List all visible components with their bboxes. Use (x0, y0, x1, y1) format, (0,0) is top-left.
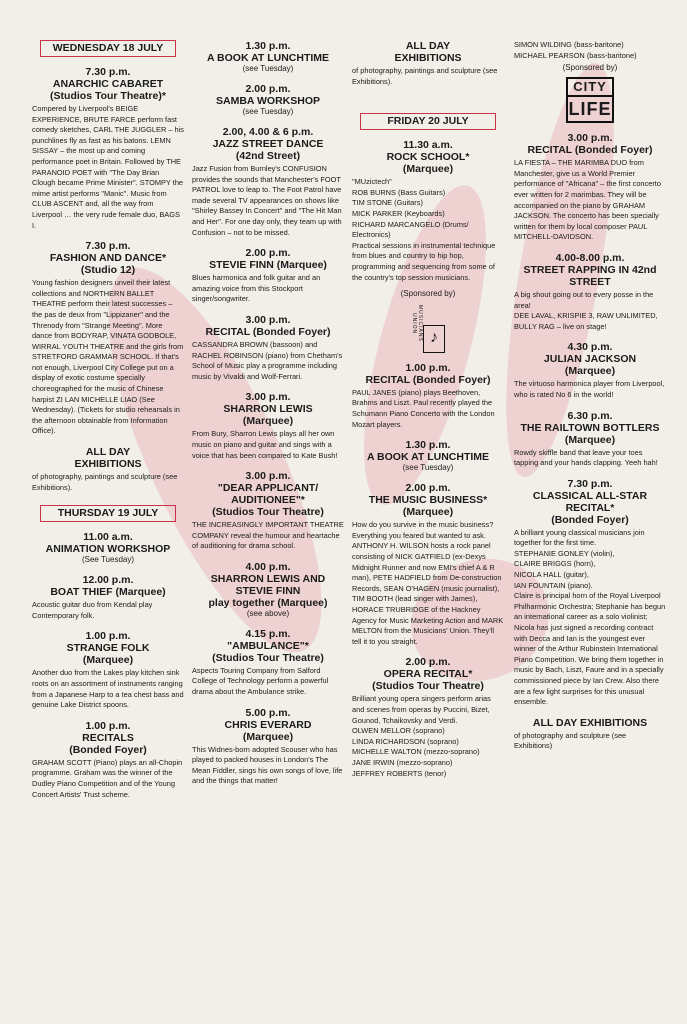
performers-list: SIMON WILDING (bass-baritone) MICHAEL PEARSON (bass-baritone) (514, 40, 637, 60)
event-title: THE RAILTOWN BOTTLERS (Marquee) (520, 421, 660, 446)
event-title: "AMBULANCE"* (227, 639, 309, 652)
event-time: 11.30 a.m. (403, 139, 453, 152)
event-description: The virtuoso harmonica player from Liverpool, who is rated No 6 in the world! (514, 379, 665, 399)
event-description: THE INCREASINGLY IMPORTANT THEATRE COMPANY reveal the humour and heartache of auditioning for drama school. (192, 520, 344, 551)
logo-line-1: CITY (568, 79, 612, 97)
event-venue: (Studios Tour Theatre) (212, 651, 324, 664)
event (514, 252, 666, 332)
event-description: PAUL JANES (piano) plays Beethoven, Brahms and Liszt. Paul recently played the Schumann Piano Concerto with the London Mozart players. (352, 387, 495, 429)
event (192, 470, 344, 552)
event-time: 12.00 p.m. (82, 574, 134, 587)
event-title: STEVIE FINN (Marquee) (209, 259, 327, 272)
event-description: How do you survive in the music business? Everything you feared but wanted to ask. ANTHONY H. WILSON hosts a rock panel consisting of NICK GATFIELD (ex-Dexys Midnight Runner and now EMI's chief A & R man), PETE HADFIELD from De-construction Records, SEAN O'HAGEN (music journalist), TIM BOOTH (lead singer with James), HORACE TRUBRIDGE of the Hackney Agency for Music Marketing Action and MARK MELTON from the Musicians' Union. They'll tell it to you straight. (352, 520, 504, 646)
event-title: RECITALS (82, 731, 134, 744)
event-time: 4.00 p.m. (245, 560, 291, 573)
event (192, 40, 344, 74)
event-title: CLASSICAL ALL-STAR RECITAL* (532, 489, 648, 514)
event-title: JAZZ STREET DANCE (212, 138, 324, 150)
day-heading-thursday: THURSDAY 19 JULY (40, 505, 176, 522)
event-description: of photography and sculpture (see Exhibitions) (514, 730, 627, 751)
event (514, 132, 666, 243)
event-description: GRAHAM SCOTT (Piano) plays an all-Chopin programme. Graham was the winner of the Dudley Piano Competition and of the Young Concert Artists' Trust scheme. (32, 757, 183, 799)
event-title: ANIMATION WORKSHOP (45, 543, 171, 556)
event-description: This Widnes-born adopted Scouser who has played to packed houses in London's The Mean Fiddler, sings his own songs of love, life and the things that matter! (192, 744, 343, 786)
event-note: (See Tuesday) (81, 555, 135, 565)
event (514, 341, 666, 400)
event-title: RECITAL (Bonded Foyer) (205, 325, 331, 338)
event-venue: (42nd Street) (235, 150, 301, 162)
programme-page (28, 40, 664, 1020)
event-time: 11.00 a.m. (83, 531, 133, 544)
event-time: 4.30 p.m. (567, 341, 613, 354)
event-time: 2.00 p.m. (405, 656, 451, 669)
event-note: (see above) (246, 608, 290, 618)
event-title: ALL DAY EXHIBITIONS (532, 716, 648, 729)
event-description: Another duo from the Lakes play kitchen sink roots on an assortment of instruments ranging from a Japanese Harp to a tea chest bass and genuine Lake District spoons. (32, 668, 184, 710)
event (32, 531, 184, 565)
event (514, 717, 666, 752)
column-1 (32, 40, 184, 800)
event-title: STREET RAPPING IN 42nd STREET (523, 263, 657, 288)
event-title: RECITAL (Bonded Foyer) (527, 144, 653, 157)
event (352, 482, 504, 647)
event (192, 609, 344, 619)
event (192, 314, 344, 382)
event-description: Jazz Fusion from Burnley's CONFUSION provides the sounds that Manchester's FOOT PATROL love to leap to. The Foot Patrol have made several TV appearances on shows like "Shirley Bassey In Concert" and "The Hit Man and Her". For one day only, they team up with Confusion – not to be missed. (192, 164, 342, 237)
event (32, 66, 184, 231)
event-venue: EXHIBITIONS (74, 458, 142, 471)
event-time: 1.30 p.m. (405, 439, 451, 452)
event-title: FASHION AND DANCE* (49, 252, 167, 265)
event (192, 561, 344, 609)
event-time: 4.00-8.00 p.m. (555, 251, 625, 264)
event-venue: (Marquee) (564, 365, 616, 378)
event-time: 4.15 p.m. (245, 627, 291, 640)
event (192, 391, 344, 461)
event-time: 7.30 p.m. (85, 66, 131, 78)
event-title: ALL DAY (405, 40, 451, 52)
event (352, 362, 504, 430)
event (352, 439, 504, 473)
event (32, 574, 184, 621)
event-title: ANARCHIC CABARET (52, 78, 164, 90)
event-time: 3.00 p.m. (245, 313, 291, 326)
event-title: THE MUSIC BUSINESS* (Marquee) (368, 494, 488, 519)
column-2 (192, 40, 344, 787)
event (32, 240, 184, 437)
event-description: Aspects Touring Company from Salford College of Technology perform a powerful drama about the Ambulance strike. (192, 665, 329, 697)
city-life-logo (566, 77, 614, 123)
event-time: 1.00 p.m. (85, 630, 131, 643)
event-venue: play together (Marquee) (208, 596, 328, 609)
event-time: 6.30 p.m. (567, 409, 613, 422)
event (352, 40, 504, 87)
event-note: (see Tuesday) (402, 463, 454, 473)
event-title: A BOOK AT LUNCHTIME (366, 451, 490, 464)
event-note: (see Tuesday) (242, 107, 294, 116)
event-venue: (Marquee) (242, 730, 294, 743)
event-title: "DEAR APPLICANT/ AUDITIONEE"* (217, 482, 319, 507)
event-title: SHARRON LEWIS AND STEVIE FINN (210, 572, 326, 597)
event (192, 628, 344, 698)
event-time: 2.00 p.m. (405, 482, 451, 495)
event-time: 1.00 p.m. (85, 719, 131, 732)
sponsored-label: (Sponsored by) (400, 289, 456, 299)
event-venue: (Studios Tour Theatre) (372, 680, 484, 693)
event-note: (see Tuesday) (242, 64, 294, 73)
event-time: 5.00 p.m. (245, 706, 291, 719)
event-time: 1.00 p.m. (405, 361, 451, 374)
event (514, 478, 666, 708)
event-title: OPERA RECITAL* (383, 668, 473, 681)
musicians-union-logo (352, 303, 504, 353)
event-venue: (Marquee) (242, 415, 294, 428)
event-time: 2.00 p.m. (245, 247, 291, 260)
event (352, 656, 504, 779)
event-description: From Bury, Sharron Lewis plays all her own music on piano and guitar and sings with a voice that has been compared to Kate Bush! (192, 429, 338, 460)
event-title: RECITAL (Bonded Foyer) (365, 373, 491, 386)
event (192, 126, 344, 238)
event (32, 720, 184, 800)
event-time: 1.30 p.m. (245, 40, 291, 52)
event-title: JULIAN JACKSON (543, 353, 637, 366)
event-time: 3.00 p.m. (245, 470, 291, 483)
event-title: STRANGE FOLK (66, 642, 150, 655)
event-venue: (Bonded Foyer) (551, 513, 629, 526)
event-time: 3.00 p.m. (245, 391, 291, 404)
event-venue: (Marquee) (82, 654, 134, 667)
event-time: 3.00 p.m. (567, 132, 613, 145)
event-title: ROCK SCHOOL* (386, 151, 470, 164)
event-description: Brilliant young opera singers perform arias and scenes from operas by Puccini, Bizet, Gounod, Tchaikovsky and Verdi. OLWEN MELLOR (soprano) LINDA RICHARDSON (soprano) MICHELLE WALTON (mezzo-soprano) JANE IRWIN (mezzo-soprano) JEFFREY ROBERTS (tenor) (352, 694, 491, 778)
event-time: 7.30 p.m. (567, 477, 613, 490)
event-title: SHARRON LEWIS (223, 403, 313, 416)
event-description: Acoustic guitar duo from Kendal play Contemporary folk. (32, 600, 153, 620)
day-heading-wednesday: WEDNESDAY 18 JULY (40, 40, 176, 57)
event-description: Compered by Liverpool's BEIGE EXPERIENCE, BRUTE FARCE perform fast comedy sketches, CARL THE JUGGLER – his punchlines fly as fast as his batons. LEMN SISSAY – the most up and coming performance poet in Britain. Followed by THE PARANOID POET with "The Day Brian Clough became Prime Minister". STOMPY the mime artist performs "Manic". Music from CLUB ASCENT and, all the way from Liverpool … the very rude female duo, BAGS I. (32, 104, 184, 230)
musicians-union-text: MUSICIANS UNION (411, 304, 423, 342)
event-description: Rowdy skiffle band that leave your toes tapping and your hands clapping. Yeeh hah! (514, 447, 658, 468)
event (192, 247, 344, 305)
logo-line-2: LIFE (568, 99, 612, 120)
day-heading-friday: FRIDAY 20 JULY (360, 113, 496, 130)
event-time: 2.00 p.m. (245, 83, 291, 95)
event-title: ALL DAY (85, 446, 131, 459)
event-description: CASSANDRA BROWN (bassoon) and RACHEL ROBINSON (piano) from Chetham's School of Music play a programme including music by Vivaldi and Wolf-Ferrari. (192, 339, 343, 381)
event-title: SAMBA WORKSHOP (215, 95, 321, 107)
event-venue: (Marquee) (402, 163, 454, 176)
event-description: Blues harmonica and folk guitar and an amazing voice from this Stockport singer/songwriter. (192, 273, 321, 304)
event-description: A brilliant young classical musicians join together for the first time. STEPHANIE GONLEY (violin), CLAIRE BRIGGS (horn), NICOLA HALL (guitar), IAN FOUNTAIN (piano). Claire is principal horn of the Royal Liverpool Philharmonic Orchestra; Stephanie has begun an international career as a solo violinist; Nicola has just signed a recording contract with Decca and Ian is the youngest ever winner of the Arthur Rubinstein International Piano Competition. We bring them together in music by Bach, Liszt, Faure and in a specially commissioned piece by Ian Crew. Also there are a few light surprises for this unusual ensemble. (514, 527, 666, 707)
event-venue: (Studios Tour Theatre)* (50, 90, 166, 102)
event-description: of photography, paintings and sculpture (see Exhibitions). (32, 472, 178, 492)
event-venue: EXHIBITIONS (394, 52, 462, 64)
event (352, 139, 504, 283)
column-4 (514, 40, 666, 752)
event-description: of photography, paintings and sculpture (see Exhibitions). (352, 66, 498, 86)
event-venue: (Studio 12) (80, 264, 136, 277)
event (32, 446, 184, 493)
event-time: 2.00, 4.00 & 6 p.m. (222, 126, 314, 138)
event-time: 7.30 p.m. (85, 240, 131, 253)
event-description: "MUzictech" ROB BURNS (Bass Guitars) TIM STONE (Guitars) MICK PARKER (Keyboards) RICHARD MARCANGELO (Drums/ Electronics) Practical sessions in instrumental technique from blues and country to hip hop, programming and sequencing from some of the country's top session musicians. (352, 177, 496, 282)
event-description: A big shout going out to every posse in the area! DEE LAVAL, KRISPIE 3, RAW UNLIMITED, BULLY RAG – live on stage! (514, 289, 658, 331)
event-title: A BOOK AT LUNCHTIME (206, 52, 330, 64)
event-venue: (Bonded Foyer) (69, 743, 147, 756)
event-title: CHRIS EVERARD (224, 718, 312, 731)
event-venue: (Studios Tour Theatre) (212, 506, 324, 519)
column-3 (352, 40, 504, 779)
event (192, 707, 344, 787)
treble-clef-icon: ♪ (423, 325, 445, 353)
event-description: Young fashion designers unveil their latest collections and NORTHERN BALLET THEATRE perform their latest successes – the pas de deux from "Lippizaner" and the Threnody from "Strange Meeting". More dance from BODYRAP, VINATA GODBOLE, WIRRAL YOUTH THEATRE and the girls from STRETFORD GRAMMAR SCHOOL. If that's not enough, Liverpool City College put on a display of exotic costume specially choreographed for the music of Chinese harpist ZI LAN MICHELLE LIAO (See Wednesday). (Tickets for studio rehearsals in the afternoon obtainable from Information Office). (32, 278, 184, 436)
sponsored-label: (Sponsored by) (562, 63, 618, 73)
event-title: BOAT THIEF (Marquee) (50, 586, 166, 599)
event (514, 410, 666, 469)
event (32, 630, 184, 710)
event (192, 83, 344, 117)
event-description: LA FIESTA – THE MARIMBA DUO from Manchester, give us a World Premier performance of "Africana" – the first concerto ever written for 2 marimbas. They will be accompanied on the piano by GRAHAM JACKSON. The concerto has been specially written for them by local composer PAUL MITCHELL-DAVIDSON. (514, 158, 661, 242)
